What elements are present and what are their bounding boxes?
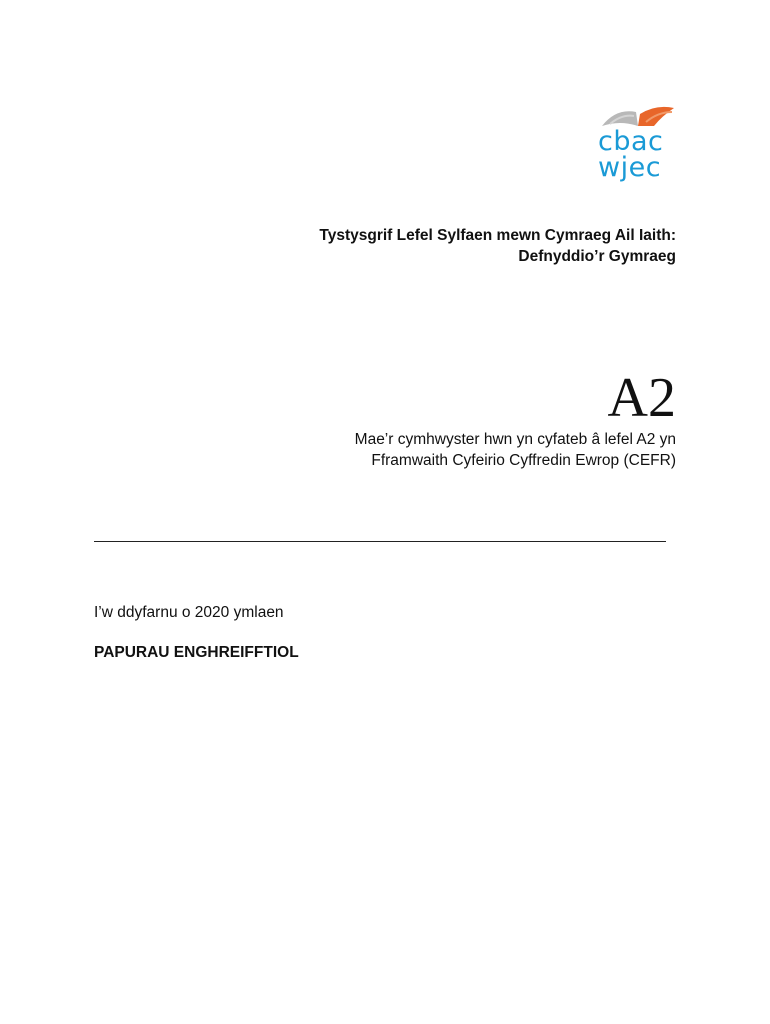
- cefr-statement-line-1: Mae’r cymhwyster hwn yn cyfateb â lefel A2 yn: [354, 431, 676, 448]
- logo-text-wjec: wjec: [598, 152, 662, 183]
- qualification-title: [116, 225, 676, 267]
- sample-papers-heading: PAPURAU ENGHREIFFTIOL: [94, 644, 299, 661]
- wjec-logo: [594, 102, 678, 184]
- logo-text-cbac: cbac: [598, 126, 664, 157]
- qualification-title-line-2: Defnyddio’r Gymraeg: [518, 248, 676, 265]
- divider-rule: [94, 541, 666, 542]
- qualification-title-line-1: Tystysgrif Lefel Sylfaen mewn Cymraeg Ail Iaith:: [319, 227, 676, 244]
- cefr-statement: [156, 429, 676, 471]
- cefr-statement-line-2: Fframwaith Cyfeirio Cyffredin Ewrop (CEFR): [371, 452, 676, 469]
- cefr-level: A2: [607, 367, 676, 429]
- award-date-text: I’w ddyfarnu o 2020 ymlaen: [94, 604, 284, 621]
